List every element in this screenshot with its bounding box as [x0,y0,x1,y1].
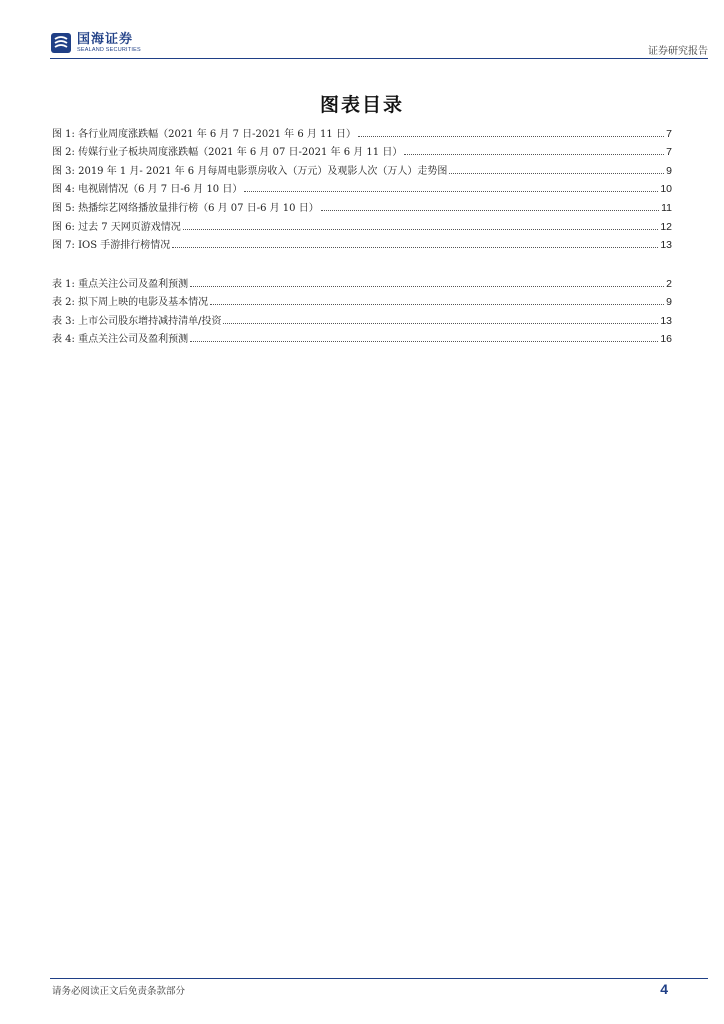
document-type: 证券研究报告 [648,46,708,57]
toc-entry-figure-2[interactable] [52,140,672,159]
dot-leader [358,135,664,137]
toc-entry-page: 11 [661,201,672,214]
footer-disclaimer: 请务必阅读正文后免责条款部分 [52,986,186,997]
sealand-logo-icon [50,32,72,54]
dot-leader [223,322,658,324]
toc-entry-label: 图 1: 各行业周度涨跌幅（2021 年 6 月 7 日-2021 年 6 月 11 日） [52,128,356,140]
toc-entry-page: 9 [666,296,672,309]
toc-entry-page: 10 [660,183,672,196]
toc-entry-page: 7 [666,127,672,140]
toc-entry-page: 12 [660,220,672,233]
dot-leader [172,246,658,248]
figure-list [52,121,672,251]
toc-entry-table-1[interactable] [52,271,672,290]
logo-english-name: SEALAND SECURITIES [77,46,141,53]
page-header [50,30,708,59]
company-logo [50,32,141,54]
toc-entry-page: 2 [666,277,672,290]
dot-leader [183,228,659,230]
dot-leader [210,303,664,305]
toc-entry-label: 图 5: 热播综艺网络播放量排行榜（6 月 07 日-6 月 10 日） [52,202,319,214]
toc-entry-label: 表 3: 上市公司股东增持减持清单/投资 [52,315,222,327]
toc-entry-page: 9 [666,164,672,177]
toc-entry-table-2[interactable] [52,290,672,309]
dot-leader [404,153,664,155]
toc-entry-figure-6[interactable] [52,214,672,233]
toc-entry-figure-7[interactable] [52,233,672,252]
toc-entry-page: 7 [666,146,672,159]
toc-entry-label: 表 1: 重点关注公司及盈利预测 [52,278,189,290]
toc-entry-page: 16 [660,333,672,346]
toc-entry-table-4[interactable] [52,327,672,346]
page-number: 4 [660,981,668,997]
dot-leader [321,209,659,211]
logo-chinese-name: 国海证券 [77,31,134,47]
page-footer [50,978,708,997]
dot-leader [449,172,664,174]
dot-leader [190,285,664,287]
toc-entry-figure-3[interactable] [52,158,672,177]
toc-entry-figure-5[interactable] [52,195,672,214]
toc-entry-page: 13 [660,314,672,327]
toc-entry-label: 图 4: 电视剧情况（6 月 7 日-6 月 10 日） [52,184,243,196]
toc-entry-figure-4[interactable] [52,177,672,196]
toc-entry-label: 表 2: 拟下周上映的电影及基本情况 [52,297,209,309]
page-title: 图表目录 [319,94,404,116]
toc-entry-label: 图 3: 2019 年 1 月- 2021 年 6 月每周电影票房收入（万元）及观影人次（万人）走势图 [52,165,448,177]
toc-entry-table-3[interactable] [52,308,672,327]
table-list [52,271,672,345]
toc-entry-label: 图 7: IOS 手游排行榜情况 [52,240,171,252]
toc-entry-label: 表 4: 重点关注公司及盈利预测 [52,334,189,346]
dot-leader [190,340,658,342]
toc-entry-label: 图 2: 传媒行业子板块周度涨跌幅（2021 年 6 月 07 日-2021 年 6 月 11 日） [52,147,403,159]
dot-leader [244,190,658,192]
toc-entry-page: 13 [660,239,672,252]
toc-entry-label: 图 6: 过去 7 天网页游戏情况 [52,221,181,233]
toc-entry-figure-1[interactable] [52,121,672,140]
